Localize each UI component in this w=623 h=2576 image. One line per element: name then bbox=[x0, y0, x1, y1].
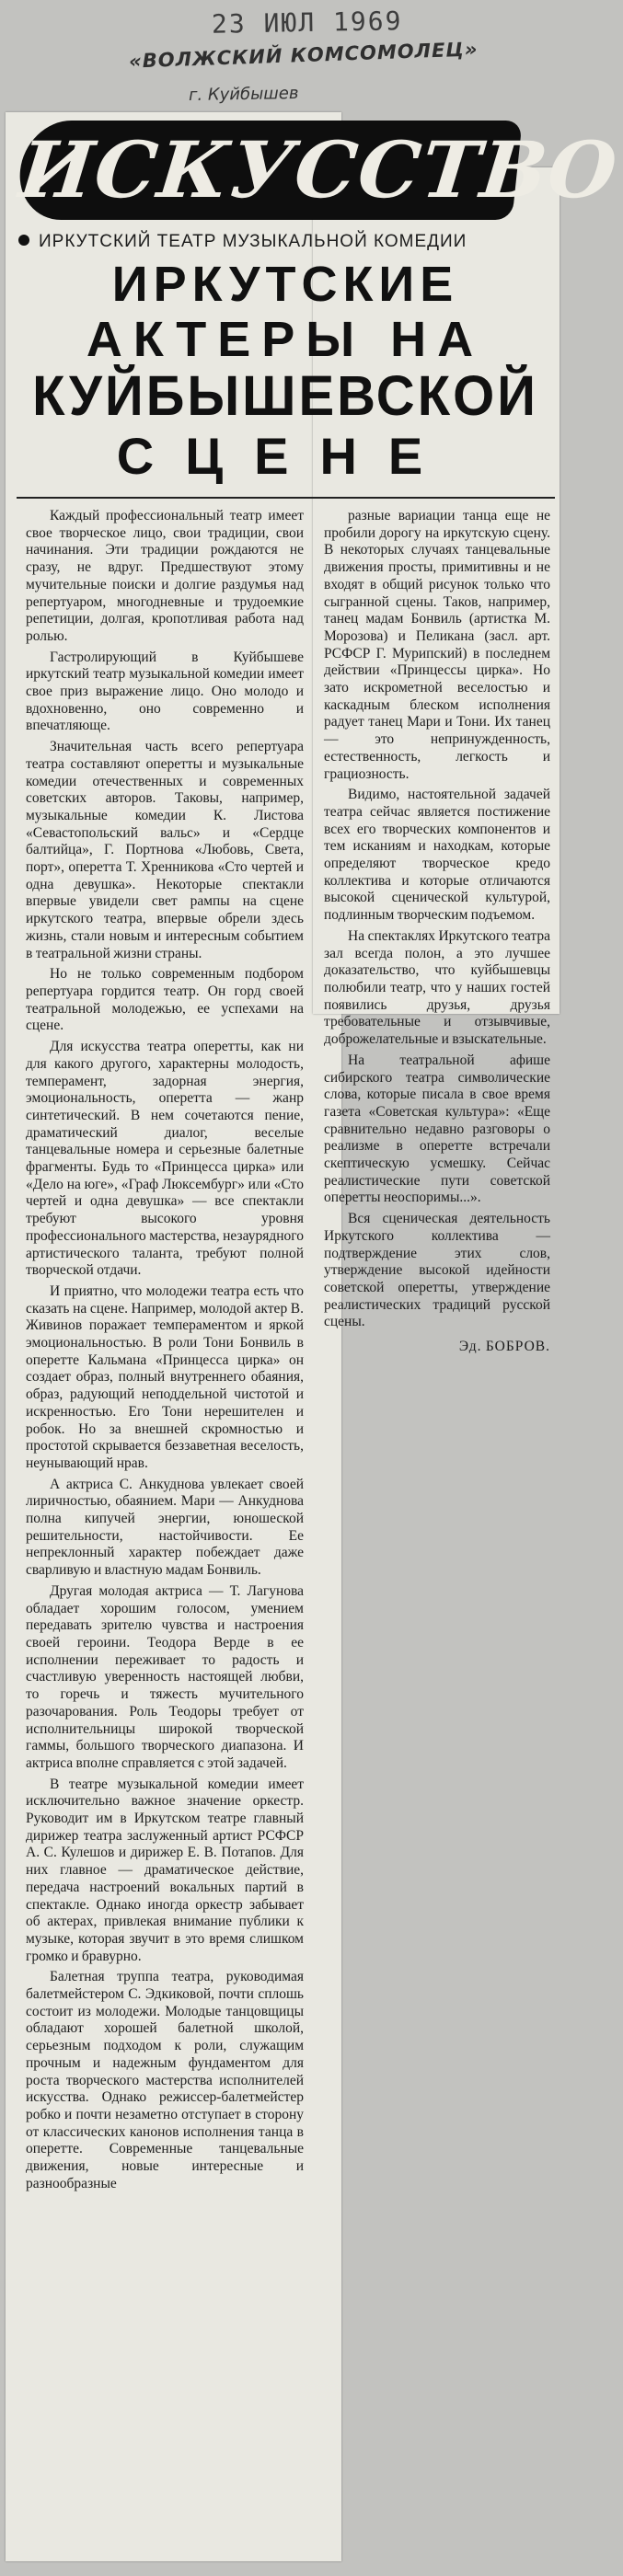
paragraph: На театральной афише сибирского театра символические слова, которые писала в свое время газета «Советская культура»: «Еще сравнительно недавно разговоры о реализме в оперетте встречали скептическую усмешку. Сейчас реалистические пути советской оперетты неоспоримы...». bbox=[324, 1052, 550, 1206]
paragraph: Для искусства театра оперетты, как ни для какого другого, характерны молодость, темперамент, задорная энергия, эмоциональность, оперетта — жанр синтетический. В нем сочетаются пение, драматический диалог, веселые танцевальные номера и серьезные балетные фрагменты. Будь то «Принцесса цирка» или «Дело на юге», «Граф Люксембург» или «Сто чертей и одна девушка» — все спектакли требуют высокого уровня профессионального мастерства, незаурядного артистического таланта, требуют полной творческой отдачи. bbox=[26, 1039, 304, 1279]
paragraph: Но не только современным подбором репертуара гордится театр. Он горд своей театральной молодежью, ее успехами на сцене. bbox=[26, 966, 304, 1034]
date-stamp: 23 ИЮЛ 1969 bbox=[211, 6, 403, 40]
headline-line-2: АКТЕРЫ НА bbox=[86, 312, 485, 367]
paragraph: Значительная часть всего репертуара театра составляют оперетты и музыкальные комедии отечественных и современных советских авторов. Таковы, например, музыкальные комедии К. Листова «Севастопольский вальс» и «Сердце балтийца», Г. Портнова «Любовь, Света, порт», оперетта Т. Хренникова «Сто чертей и одна девушка». Некоторые спектакли впервые увидели свет рампы на сцене иркутского театра, впервые обрели здесь жизнь, стали новым и интересным событием в театральной жизни страны. bbox=[26, 739, 304, 961]
article-left-column bbox=[26, 508, 304, 2559]
paragraph: В театре музыкальной комедии имеет исключительно важное значение оркестр. Руководит им в Иркутском театре главный дирижер театра заслуженный артист РСФСР А. С. Кулешов и дирижер Е. В. Потапов. Для них главное — драматическое действие, передача настроений вокальных партий в спектакле. Однако иногда оркестр забывает об актерах, привлекая внимание публики к музыке, которая звучит в это время слишком громко и бравурно. bbox=[26, 1776, 304, 1964]
author-signature: Эд. БОБРОВ. bbox=[458, 1339, 550, 1355]
headline-rule bbox=[17, 497, 555, 499]
bullet-icon bbox=[18, 235, 29, 246]
paragraph: Гастролирующий в Куйбышеве иркутский театр музыкальной комедии имеет свое приз выражение лицо. Оно молодо и вдохновенно, оно современно и впечатляюще. bbox=[26, 649, 304, 734]
paragraph: Вся сценическая деятельность Иркутского коллектива — подтверждение этих слов, утверждение высокой идейности советской оперетты, утверждение реалистических традиций русской сцены. bbox=[324, 1211, 550, 1330]
article-right-column bbox=[324, 508, 550, 1355]
headline-line-3: КУЙБЫШЕВСКОЙ bbox=[32, 364, 538, 428]
paragraph: Другая молодая актриса — Т. Лагунова обладает хорошим голосом, умением передавать зрителю чувства и настроения своей героини. Теодора Верде в ее исполнении переживает то радость и счастливую уверенность настоящей любви, то горечь и тяжесть мучительного разочарования. Роль Теодоры требует от исполнительницы широкой творческой гаммы, большого творческого диапазона. И актриса вполне справляется с этой задачей. bbox=[26, 1582, 304, 1771]
kicker-text: ИРКУТСКИЙ ТЕАТР МУЗЫКАЛЬНОЙ КОМЕДИИ bbox=[39, 232, 467, 251]
rubric-banner: ИСКУССТВО bbox=[15, 121, 522, 220]
paragraph: Видимо, настоятельной задачей театра сейчас является постижение всех его творческих компонентов и тем исканиям и находкам, которые определяют творческое кредо коллектива и которые отличаются высокой сценической культурой, подлинным творческим подъемом. bbox=[324, 787, 550, 924]
paragraph: Балетная труппа театра, руководимая балетмейстером С. Эдкиковой, почти сплошь состоит из молодежи. Молодые танцовщицы обладают хорошей балетной школой, серьезным подходом к роли, служащим прочным и надежным фундаментом для роста творческого мастерства исполнителей искусства. Однако режиссер-балетмейстер робко и почти незаметно отступает в сторону от классических канонов исполнения танца в оперетте. Современные танцевальные движения, новые интересные и разнообразные bbox=[26, 1969, 304, 2191]
headline bbox=[28, 257, 543, 485]
newspaper-stamp: «ВОЛЖСКИЙ КОМСОМОЛЕЦ» bbox=[128, 38, 479, 73]
headline-line-1: ИРКУТСКИЕ bbox=[111, 257, 459, 312]
paragraph: Каждый профессиональный театр имеет свое творческое лицо, свои традиции, свои начинания. Эти традиции рождаются не сразу, не вдруг. Предшествуют этому мучительные поиски и долгие раздумья над репертуаром, многодневные и трудоемкие репетиции, долгая, кропотливая работа над ролью. bbox=[26, 508, 304, 644]
city-stamp: г. Куйбышев bbox=[188, 83, 299, 106]
paragraph: разные вариации танца еще не пробили дорогу на иркутскую сцену. В некоторых случаях танцевальные движения просты, примитивны и не входят в общий рисунок только что сыгранной сцены. Таков, например, танец мадам Бонвиль (артистка М. Морозова) и Пеликана (засл. арт. РСФСР Г. Мурипский) в последнем действии «Принцессы цирка». Но зато искрометной веселостью и каскадным блеском исполнения радует танец Мари и Тони. Их танец — это непринужденность, естественность, легкость и грациозность. bbox=[324, 508, 550, 782]
paragraph: А актриса С. Анкуднова увлекает своей лиричностью, обаянием. Мари — Анкуднова полна кипучей энергии, юношеской решительности, настойчивости. Ее непреклонный характер побеждает даже сварливую и властную мадам Бонвиль. bbox=[26, 1476, 304, 1579]
paragraph: И приятно, что молодежи театра есть что сказать на сцене. Например, молодой актер В. Живинов поражает темпераментом и яркой эмоциональностью. В роли Тони Бонвиль в оперетте Кальмана «Принцесса цирка» он создает образ, полный внутреннего обаяния, образ, радующий неподдельной чистотой и искренностью. Его Тони нерешителен и робок. Но за внешней скромностью и простотой скрывается беззаветная веселость, неунывающий нрав. bbox=[26, 1282, 304, 1471]
kicker bbox=[18, 232, 543, 252]
paragraph: На спектаклях Иркутского театра зал всегда полон, а это лучшее доказательство, что куйбышевцы полюбили театр, что у наших гостей появились друзья, друзья требовательные и отзывчивые, доброжелательные и взыскательные. bbox=[324, 927, 550, 1048]
headline-line-4: СЦЕНЕ bbox=[116, 427, 455, 485]
